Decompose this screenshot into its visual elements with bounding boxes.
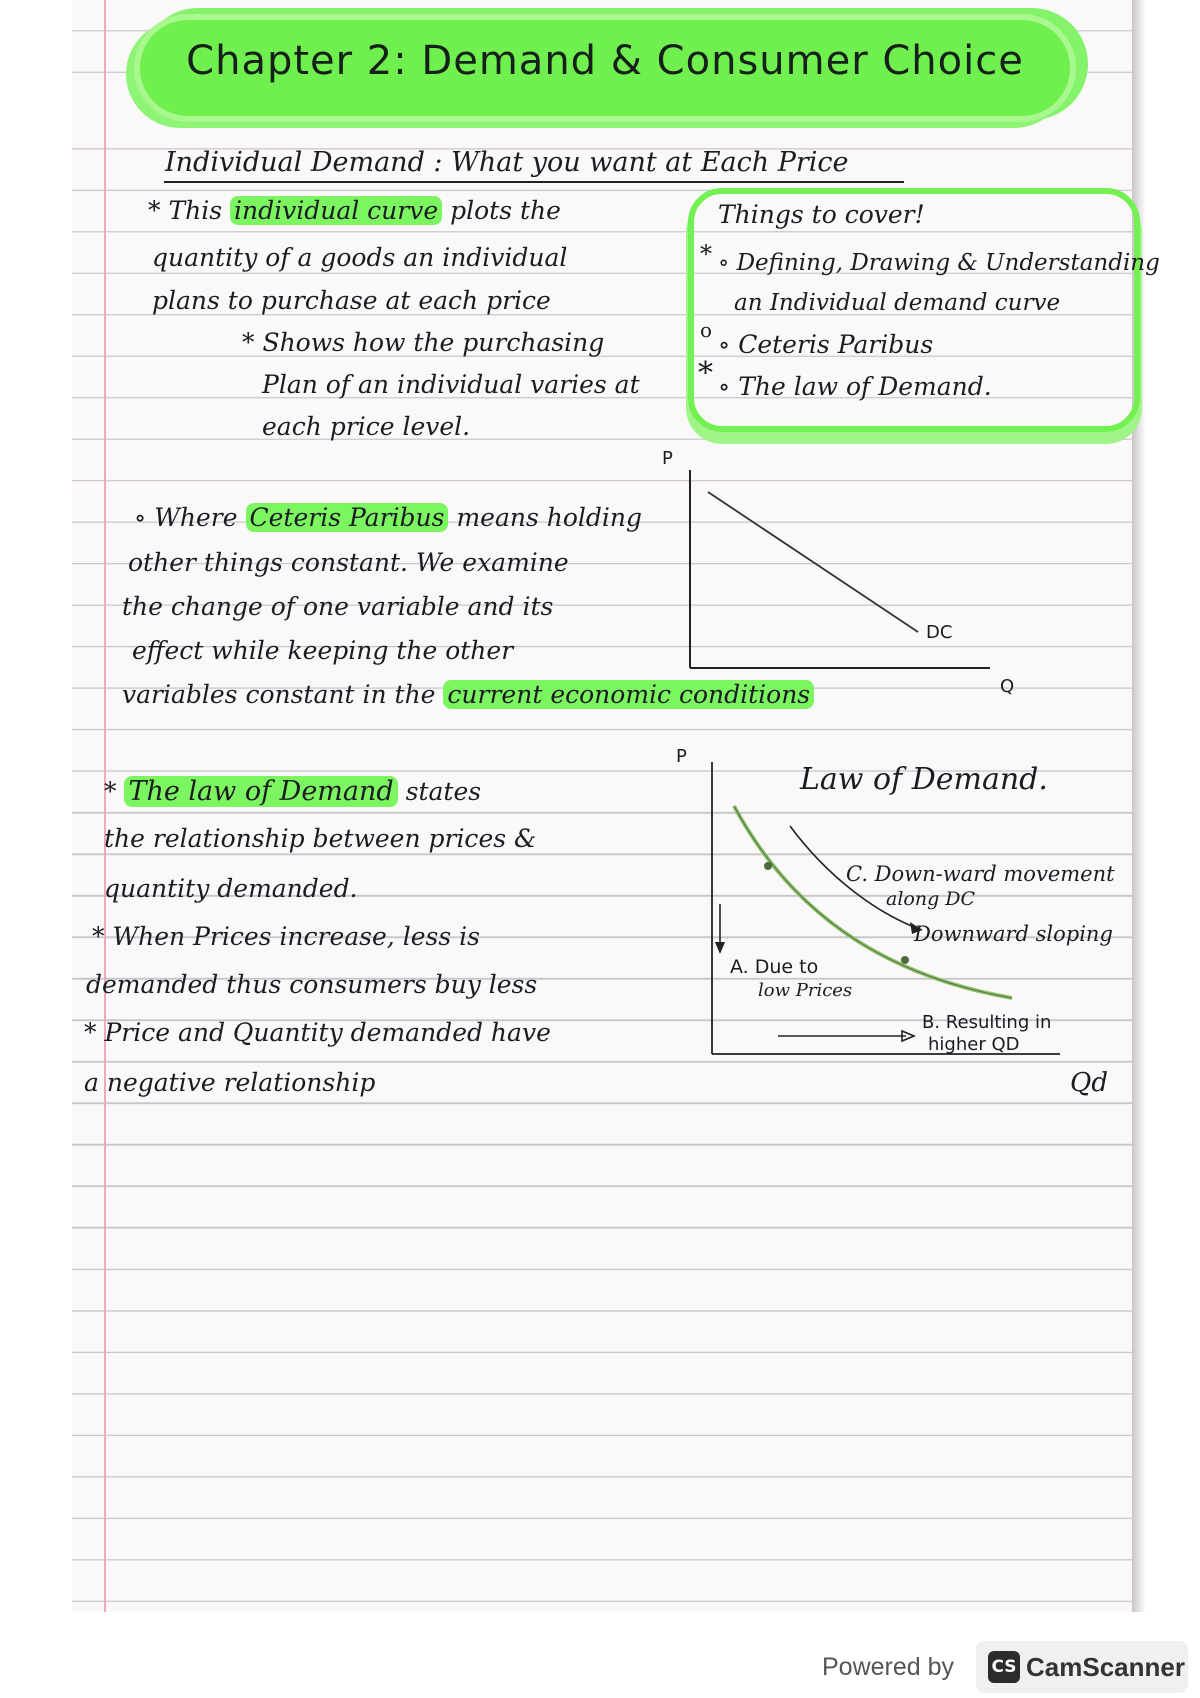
asterisk-bullet: * bbox=[148, 196, 169, 225]
graph2-label-a: A. Due to bbox=[730, 956, 819, 978]
graph2-label-c-2: along DC bbox=[886, 888, 976, 910]
graph2-label-c: C. Down-ward movement bbox=[846, 862, 1115, 886]
graph2-label-a-2: low Prices bbox=[758, 980, 853, 1001]
law-line-1: * The law of Demand states bbox=[104, 776, 482, 807]
intro-line-3: plans to purchase at each price bbox=[152, 286, 551, 315]
powered-by-text: Powered by bbox=[822, 1653, 955, 1681]
ceteris-line-4: effect while keeping the other bbox=[132, 636, 514, 665]
law-line-5: demanded thus consumers buy less bbox=[86, 970, 538, 999]
intro-sub-line-1: * Shows how the purchasing bbox=[242, 328, 605, 357]
circle-bullet-icon: ∘ bbox=[718, 250, 737, 276]
graph2-sloping-label: Downward sloping bbox=[914, 922, 1113, 946]
intro-line-2: quantity of a goods an individual bbox=[152, 243, 568, 272]
camscanner-logo-icon: CS bbox=[988, 1651, 1020, 1683]
intro-sub-line-3: each price level. bbox=[262, 412, 471, 441]
graph2-point-upper bbox=[764, 862, 772, 870]
highlighted-term: individual curve bbox=[230, 196, 442, 225]
highlighted-term: current economic conditions bbox=[443, 680, 814, 709]
graph2-arrowhead bbox=[715, 942, 725, 954]
camscanner-brand: CamScanner bbox=[1026, 1652, 1185, 1682]
highlighted-term: Ceteris Paribus bbox=[246, 503, 449, 532]
graph1-y-label: P bbox=[662, 448, 673, 469]
circle-icon: o bbox=[700, 318, 713, 342]
graph1-x-label: Q bbox=[1000, 676, 1015, 697]
graph2-label-b-2: higher QD bbox=[928, 1034, 1020, 1055]
graph2-y-label: P bbox=[676, 746, 687, 767]
law-line-3: quantity demanded. bbox=[104, 874, 358, 903]
graph2-x-label: Qd bbox=[1070, 1068, 1108, 1098]
page-title: Chapter 2: Demand & Consumer Choice bbox=[186, 38, 1024, 84]
ceteris-line-3: the change of one variable and its bbox=[122, 592, 554, 621]
graph1-curve-label: DC bbox=[926, 622, 953, 643]
intro-sub-line-2: Plan of an individual varies at bbox=[262, 370, 640, 399]
highlighted-term: The law of Demand bbox=[124, 776, 397, 807]
law-line-6: * Price and Quantity demanded have bbox=[84, 1018, 551, 1047]
circle-bullet-icon: ∘ bbox=[134, 503, 155, 532]
circle-bullet-icon: ∘ bbox=[718, 330, 739, 359]
topic-item-2: ∘ Ceteris Paribus bbox=[718, 330, 934, 359]
intro-line-1: * This individual curve plots the bbox=[148, 196, 561, 225]
circle-bullet-icon: ∘ bbox=[718, 372, 739, 401]
asterisk-bullet: * bbox=[104, 777, 125, 806]
ceteris-line-5: variables constant in the current economic conditions bbox=[122, 680, 814, 709]
topics-title: Things to cover! bbox=[718, 200, 925, 229]
ceteris-line-2: other things constant. We examine bbox=[128, 548, 569, 577]
graph2-label-b: B. Resulting in bbox=[922, 1012, 1052, 1033]
section-heading: Individual Demand : What you want at Each Price bbox=[165, 147, 849, 178]
graph2-point-lower bbox=[901, 956, 909, 964]
topic-item-3: ∘ The law of Demand. bbox=[718, 372, 992, 401]
law-line-7: a negative relationship bbox=[84, 1068, 376, 1097]
law-line-2: the relationship between prices & bbox=[104, 824, 537, 853]
asterisk-icon: * bbox=[698, 356, 713, 391]
ceteris-line-1: ∘ Where Ceteris Paribus means holding bbox=[134, 503, 642, 532]
topic-item-1a: ∘ Defining, Drawing & Understanding bbox=[718, 250, 1160, 276]
asterisk-icon: * bbox=[700, 240, 712, 268]
graph2-title: Law of Demand. bbox=[800, 762, 1048, 797]
topic-item-1b: an Individual demand curve bbox=[734, 290, 1061, 316]
law-line-4: * When Prices increase, less is bbox=[92, 922, 480, 951]
